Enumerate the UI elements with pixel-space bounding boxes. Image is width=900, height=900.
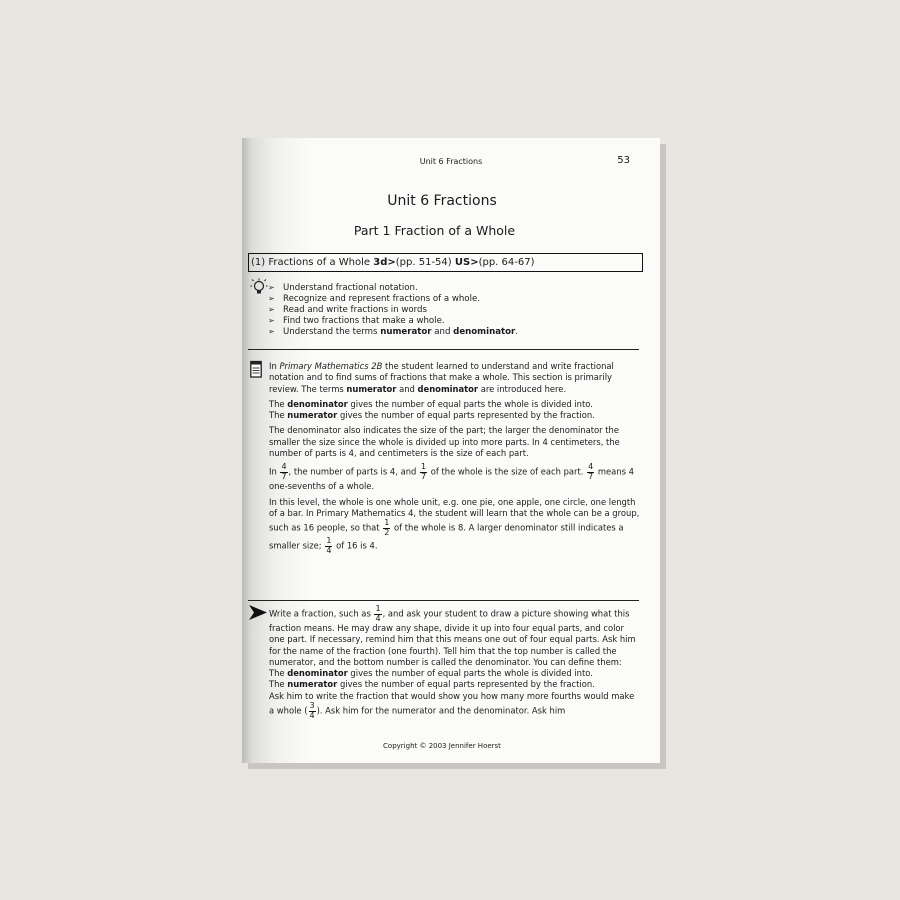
objective-item: ➢ Recognize and represent fractions of a whole. xyxy=(268,293,480,304)
us-ref-label: US> xyxy=(454,257,479,268)
book-page xyxy=(242,138,660,763)
activity-text xyxy=(269,605,641,724)
bullet-arrow-icon: ➢ xyxy=(268,293,275,303)
fraction: $\frac{4}{7}$ xyxy=(588,462,594,481)
fraction: $\frac{1}{4}$ xyxy=(375,604,381,623)
bullet-arrow-icon: ➢ xyxy=(268,326,275,336)
section-divider xyxy=(248,349,639,350)
unit-title: Unit 6 Fractions xyxy=(387,193,497,209)
lightbulb-icon xyxy=(250,278,268,300)
bullet-arrow-icon: ➢ xyxy=(268,315,275,325)
notes-paragraph: In this level, the whole is one whole unit, e.g. one pie, one apple, one circle, one length of a bar. In Primary Mathematics 4, the student will learn that the whole can be a group, such as 16 people, so that $\frac{1}{2}$ of the whole is 8. A larger denominator still indicates a smaller size; $\frac{1}{4}$ of 16 is 4. xyxy=(269,496,640,555)
fraction: $\frac{1}{2}$ xyxy=(384,518,390,537)
lesson-title: Fractions of a Whole xyxy=(268,257,371,268)
teacher-notes xyxy=(269,361,641,559)
objective-item: ➢ Understand the terms numerator and denominator. xyxy=(268,326,518,337)
fraction: $\frac{3}{4}$ xyxy=(309,701,315,720)
textbook-pages: (pp. 51-54) xyxy=(395,257,452,268)
running-head: Unit 6 Fractions xyxy=(419,157,483,166)
notes-paragraph: In $\frac{4}{7}$ , the number of parts is 4, and $\frac{1}{7}$ of the whole is the size of each part. $\frac{4}{7}$ means 4 one-sevenths of a whole. xyxy=(269,462,634,492)
fraction: $\frac{4}{7}$ xyxy=(281,462,287,481)
lesson-box xyxy=(248,253,643,272)
bullet-arrow-icon: ➢ xyxy=(268,304,275,314)
objective-item: ➢ Understand fractional notation. xyxy=(268,283,418,293)
objectives-list xyxy=(268,283,628,338)
objective-item: ➢ Find two fractions that make a whole. xyxy=(268,315,445,326)
section-divider xyxy=(248,600,639,601)
part-title: Part 1 Fraction of a Whole xyxy=(353,223,516,238)
arrow-icon xyxy=(249,605,267,620)
fraction: $\frac{1}{4}$ xyxy=(326,536,332,555)
objective-item: ➢ Read and write fractions in words xyxy=(268,304,427,315)
fraction: $\frac{1}{7}$ xyxy=(421,462,427,481)
bullet-arrow-icon: ➢ xyxy=(268,283,275,292)
lesson-number: (1) xyxy=(251,257,266,268)
textbook-ref-label: 3d> xyxy=(373,257,396,268)
page-number: 53 xyxy=(617,155,630,166)
notes-paragraph: The denominator also indicates the size of the part; the larger the denominator the smaller the size since the whole is divided up into more parts. In 4 centimeters, the number of parts is 4, and centimeters is the size of each part. xyxy=(269,425,620,459)
copyright-notice: Copyright © 2003 Jennifer Hoerst xyxy=(383,742,501,750)
notes-paragraph: The denominator gives the number of equal parts the whole is divided into. The numerator gives the number of equal parts represented by the fraction. xyxy=(269,398,595,421)
notes-paragraph: In Primary Mathematics 2B the student learned to understand and write fractional notation and to find sums of fractions that make a whole. This section is primarily review. The terms numerator and denominator are introduced here. xyxy=(269,361,614,394)
us-pages: (pp. 64-67) xyxy=(478,257,535,268)
activity-paragraph: Write a fraction, such as $\frac{1}{4}$ , and ask your student to draw a picture showing what this fraction means. He may draw any shape, divide it up into four equal parts, and color one part. If necessary, remind him that this means one out of four equal parts. Ask him for the name of the fraction (one fourth). Tell him that the top number is called the numerator, and the bottom number is called the denominator. You can define them: The denominator gives the number of equal parts the whole is divided into. The numerator gives the number of equal parts represented by the fraction. Ask him to write the fraction that would show you how many more fourths would make a whole ( $\frac{3}{4}$ ). Ask him for the numerator and the denominator. Ask him xyxy=(269,604,636,720)
notepad-icon xyxy=(250,360,262,378)
